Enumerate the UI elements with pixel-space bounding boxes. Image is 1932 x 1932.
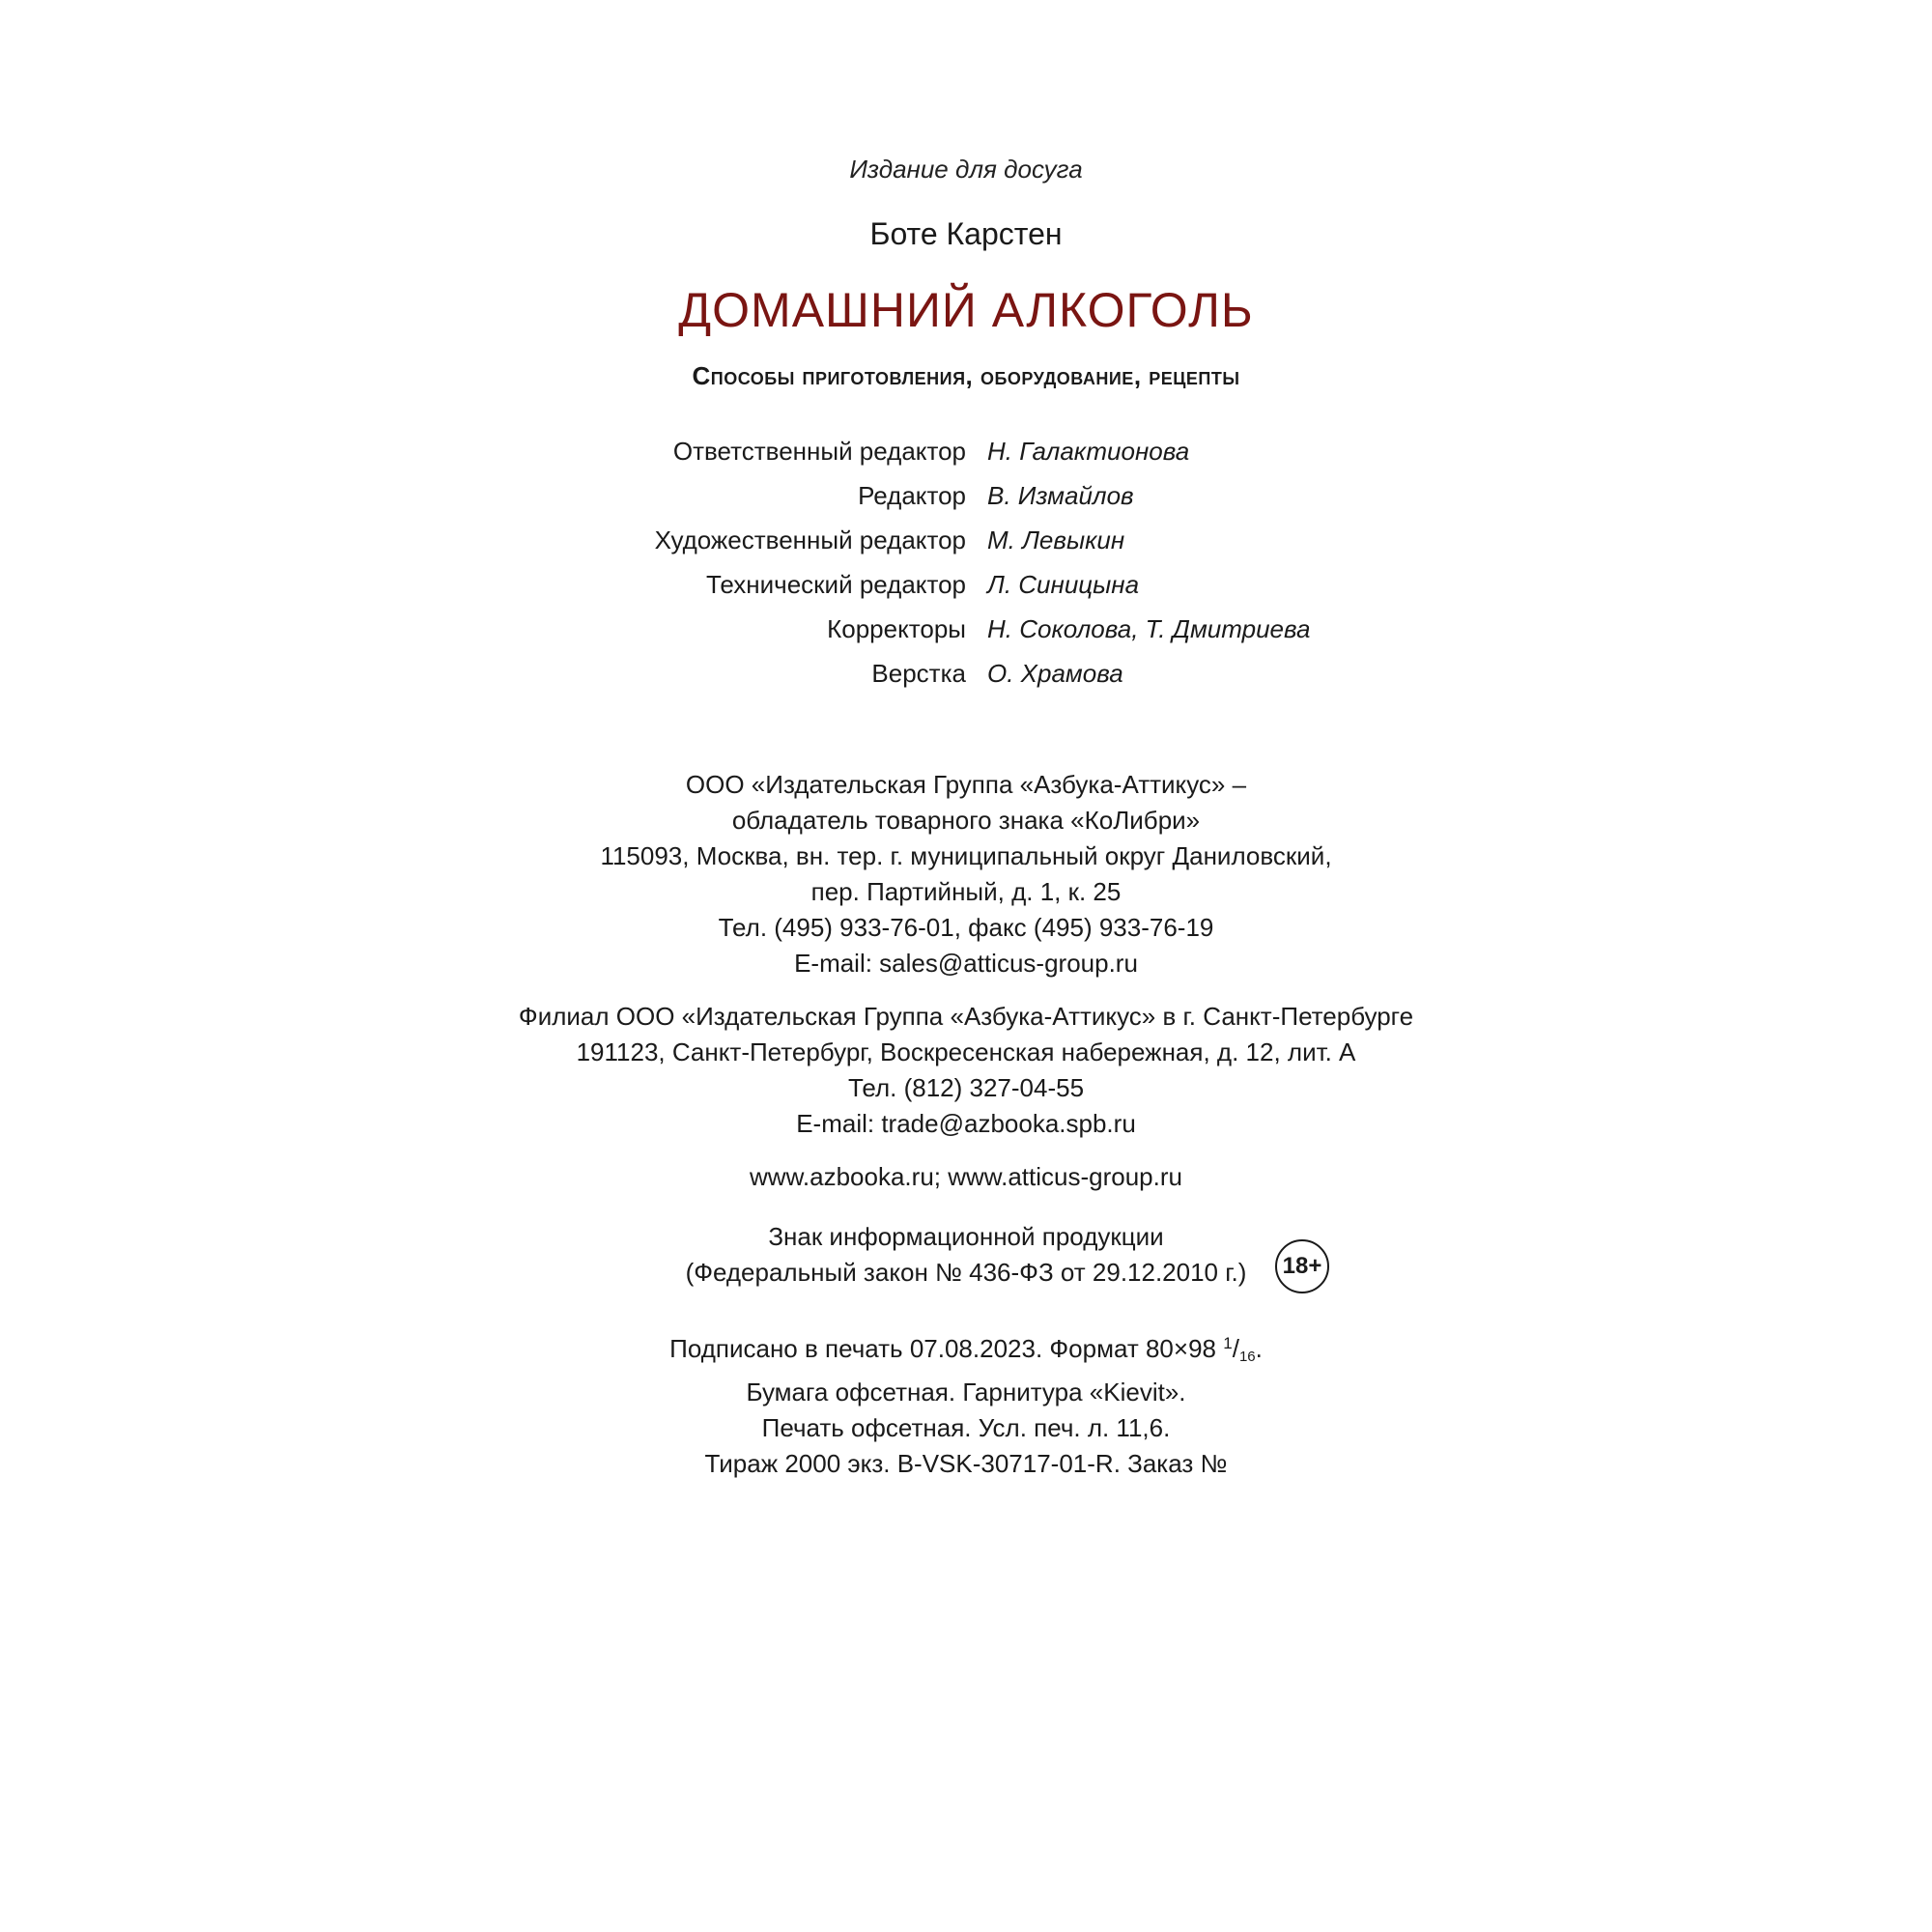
branch-address: 191123, Санкт-Петербург, Воскресенская набережная, д. 12, лит. А [576, 1037, 1356, 1066]
book-subtitle: Способы приготовления, оборудование, рецепты [692, 361, 1240, 390]
age-rating-badge: 18+ [1275, 1239, 1329, 1293]
credit-name: В. Измайлов [987, 481, 1134, 510]
branch-line: Филиал ООО «Издательская Группа «Азбука-Аттикус» в г. Санкт-Петербурге [518, 1002, 1414, 1031]
websites: www.azbooka.ru; www.atticus-group.ru [750, 1162, 1182, 1191]
print-signed-suffix: . [1255, 1334, 1263, 1363]
publisher-line: ООО «Издательская Группа «Азбука-Аттикус» – [685, 770, 1247, 799]
branch-phone: Тел. (812) 327-04-55 [847, 1073, 1085, 1102]
credit-row [0, 570, 1932, 614]
publisher-phone: Тел. (495) 933-76-01, факс (495) 933-76-19 [718, 913, 1214, 942]
author-name: Боте Карстен [869, 216, 1063, 251]
print-info [0, 1325, 1932, 1482]
edition-type: Издание для досуга [849, 155, 1083, 184]
publisher-info [0, 767, 1932, 981]
credit-row [0, 481, 1932, 526]
credit-row [0, 659, 1932, 703]
print-signed-line: Подписано в печать 07.08.2023. Формат 80×98 $^1$/16. [669, 1334, 1263, 1365]
credit-name: М. Левыкин [987, 526, 1125, 554]
credit-role: Ответственный редактор [672, 437, 966, 466]
credit-row [0, 526, 1932, 570]
branch-email: E-mail: trade@azbooka.spb.ru [796, 1109, 1136, 1138]
publisher-address: пер. Партийный, д. 1, к. 25 [810, 877, 1122, 906]
branch-info [0, 999, 1932, 1142]
credit-name: Н. Галактионова [987, 437, 1190, 466]
print-signed-text: Подписано в печать 07.08.2023. Формат 80×98 [669, 1334, 1224, 1363]
info-sign-law: (Федеральный закон № 436-ФЗ от 29.12.2010 г.) [685, 1258, 1247, 1287]
credit-name: О. Храмова [987, 659, 1123, 688]
format-numerator: 1 [1223, 1334, 1233, 1352]
info-sign-line: Знак информационной продукции [768, 1222, 1164, 1251]
credit-name: Н. Соколова, Т. Дмитриева [987, 614, 1311, 643]
credit-name: Л. Синицына [987, 570, 1140, 599]
format-denominator: 16 [1238, 1349, 1256, 1365]
publisher-email: E-mail: sales@atticus-group.ru [794, 949, 1138, 978]
credit-role: Технический редактор [705, 570, 966, 599]
credit-role: Верстка [871, 659, 966, 688]
book-title: ДОМАШНИЙ АЛКОГОЛЬ [678, 283, 1254, 337]
print-run-line: Тираж 2000 экз. B-VSK-30717-01-R. Заказ № [704, 1449, 1228, 1478]
publisher-address: 115093, Москва, вн. тер. г. муниципальный округ Даниловский, [600, 841, 1332, 870]
credit-role: Художественный редактор [654, 526, 966, 554]
print-method-line: Печать офсетная. Усл. печ. л. 11,6. [761, 1413, 1171, 1442]
credit-row [0, 437, 1932, 481]
credit-row [0, 614, 1932, 659]
publisher-line: обладатель товарного знака «КоЛибри» [731, 806, 1201, 835]
credit-role: Корректоры [827, 614, 966, 643]
credits-list [0, 437, 1932, 703]
info-sign [0, 1219, 1932, 1291]
paper-font-line: Бумага офсетная. Гарнитура «Kievit». [746, 1378, 1186, 1406]
credit-role: Редактор [858, 481, 966, 510]
